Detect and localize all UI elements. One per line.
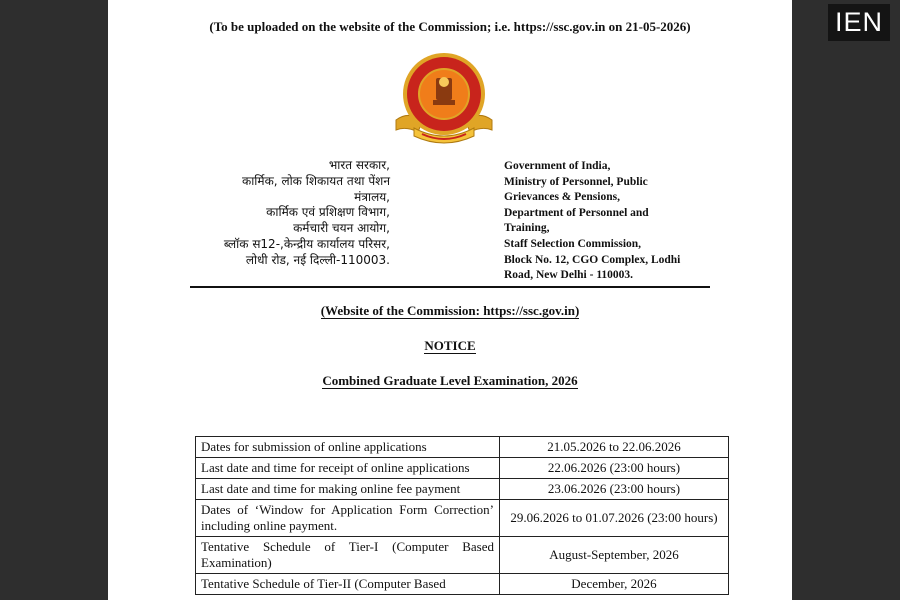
schedule-value: 21.05.2026 to 22.06.2026	[500, 437, 729, 458]
hindi-address-line: कर्मचारी चयन आयोग,	[293, 221, 390, 236]
english-address-line: Staff Selection Commission,	[504, 237, 642, 250]
hindi-address-line: मंत्रालय,	[354, 189, 390, 204]
hindi-address-block	[150, 158, 390, 269]
english-address-line: Grievances & Pensions,	[504, 191, 620, 204]
schedule-value: 22.06.2026 (23:00 hours)	[500, 458, 729, 479]
table-row	[196, 537, 729, 574]
table-row	[196, 437, 729, 458]
english-address-line: Block No. 12, CGO Complex, Lodhi	[504, 253, 681, 266]
schedule-label: Tentative Schedule of Tier-II (Computer Based	[196, 574, 500, 595]
schedule-label: Tentative Schedule of Tier-I (Computer Based Examination)	[196, 537, 500, 574]
hindi-address-line: लोधी रोड, नई दिल्ली-110003.	[245, 252, 390, 267]
exam-title-text: Combined Graduate Level Examination, 2026	[322, 373, 578, 388]
notice-heading	[108, 338, 792, 354]
table-row	[196, 500, 729, 537]
upload-note: (To be uploaded on the website of the Commission; i.e. https://ssc.gov.in on 21-05-2026)	[209, 19, 691, 34]
schedule-value: 29.06.2026 to 01.07.2026 (23:00 hours)	[500, 500, 729, 537]
english-address-line: Department of Personnel and	[504, 206, 649, 219]
hindi-address-line: भारत सरकार,	[328, 158, 390, 172]
english-address-line: Road, New Delhi - 110003.	[504, 269, 634, 282]
website-line	[108, 303, 792, 319]
english-address-line: Ministry of Personnel, Public	[504, 175, 648, 188]
header-divider	[190, 286, 710, 288]
notice-document-page	[108, 0, 792, 600]
website-link-text: (Website of the Commission: https://ssc.gov.in)	[320, 303, 580, 318]
hindi-address-line: कार्मिक, लोक शिकायत तथा पेंशन	[241, 173, 390, 188]
table-row	[196, 574, 729, 595]
left-dark-margin	[0, 0, 108, 600]
schedule-label: Dates for submission of online applications	[196, 437, 500, 458]
ien-watermark: IEN	[828, 4, 890, 41]
exam-title	[108, 373, 792, 389]
schedule-label: Dates of ‘Window for Application Form Correction’ including online payment.	[196, 500, 500, 537]
table-row	[196, 458, 729, 479]
english-address-line: Government of India,	[504, 160, 611, 172]
ssc-emblem-logo	[392, 50, 496, 150]
english-address-block	[504, 159, 714, 284]
hindi-address-line: कार्मिक एवं प्रशिक्षण विभाग,	[266, 205, 390, 220]
hindi-address-line: ब्लॉक स12-,केन्द्रीय कार्यालय परिसर,	[223, 236, 390, 251]
schedule-label: Last date and time for receipt of online applications	[196, 458, 500, 479]
schedule-table	[195, 436, 729, 595]
schedule-value: August-September, 2026	[500, 537, 729, 574]
schedule-label: Last date and time for making online fee payment	[196, 479, 500, 500]
schedule-value: December, 2026	[500, 574, 729, 595]
notice-heading-text: NOTICE	[424, 338, 476, 353]
schedule-value: 23.06.2026 (23:00 hours)	[500, 479, 729, 500]
table-row	[196, 479, 729, 500]
right-dark-margin	[792, 0, 900, 600]
english-address-line: Training,	[504, 222, 550, 235]
